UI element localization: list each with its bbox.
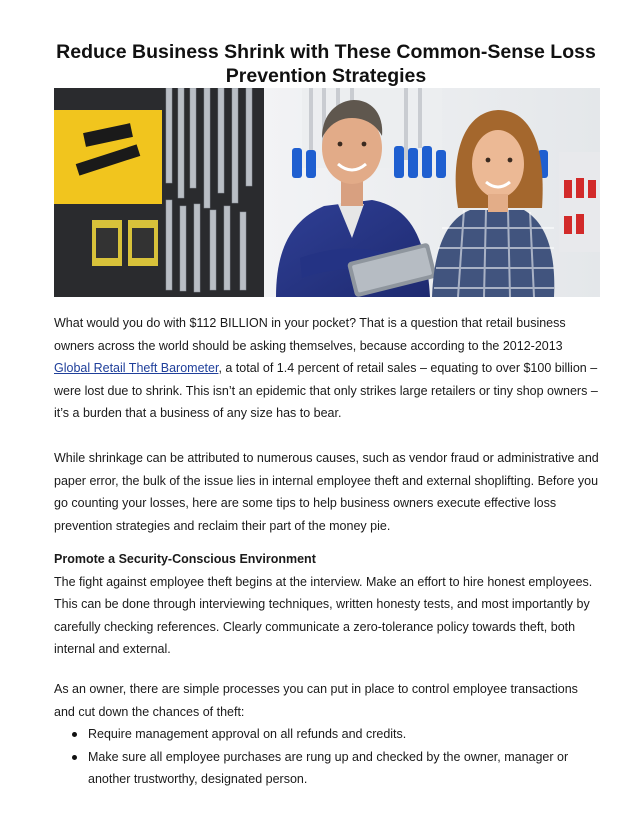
global-retail-theft-barometer-link[interactable]: Global Retail Theft Barometer	[54, 361, 219, 375]
section-heading: Promote a Security-Conscious Environment	[54, 552, 316, 566]
intro-text-start: What would you do with $112 BILLION in your pocket? That is a question that retail business owners across the world should be asking themselves, because according to the 2012-2013	[54, 316, 566, 353]
transaction-controls-section	[54, 678, 602, 791]
intro-paragraph	[54, 312, 602, 425]
security-section	[54, 548, 602, 661]
intro-text-end: , a total of 1.4 percent of retail sales – equating to over $100 billion – were lost due to shrink. This isn’t an epidemic that only strikes large retailers or tiny shop owners – it’s a burden that a business of any size has to bear.	[54, 361, 598, 420]
section-body-text: The fight against employee theft begins at the interview. Make an effort to hire honest employees. This can be done through interviewing techniques, written honesty tests, and most importantly by carefully checking references. Clearly communicate a zero-tolerance policy towards theft, both internal and external.	[54, 574, 593, 656]
shrinkage-causes-paragraph	[54, 447, 602, 537]
retail-workers-photo	[54, 88, 600, 297]
list-item: Make sure all employee purchases are rung up and checked by the owner, manager or another trustworthy, designated person.	[70, 746, 602, 791]
shrinkage-causes-text: While shrinkage can be attributed to numerous causes, such as vendor fraud or administrative and paper error, the bulk of the issue lies in internal employee theft and external shoplifting. Before you go counting your losses, here are some tips to help business owners execute effective loss prevention strategies and reclaim their part of the money pie.	[54, 451, 599, 533]
transaction-controls-intro: As an owner, there are simple processes you can put in place to control employee transactions and cut down the chances of theft:	[54, 682, 578, 719]
hero-photo	[54, 88, 600, 297]
document-title: Reduce Business Shrink with These Common-Sense Loss Prevention Strategies	[56, 41, 596, 87]
list-item: Require management approval on all refunds and credits.	[70, 723, 602, 746]
bullet-list	[70, 723, 602, 791]
